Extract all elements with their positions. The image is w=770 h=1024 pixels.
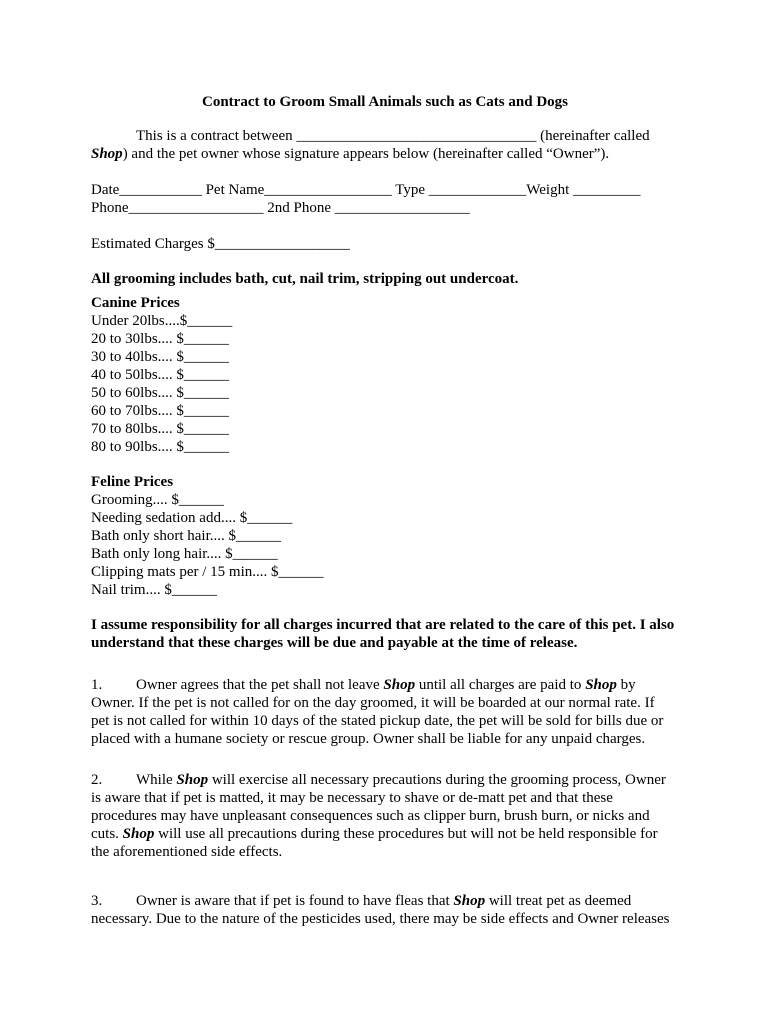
clause-1-line-1 [91,676,636,694]
field-row-date-pet-type-weight: Date___________ Pet Name_________________ Type _____________Weight _________ [91,182,641,198]
clause-3-line-1 [91,892,631,910]
canine-price-item: 20 to 30lbs.... $______ [91,331,229,347]
clause-text: by [616,677,636,693]
feline-price-item: Nail trim.... $______ [91,582,217,598]
feline-price-item: Needing sedation add.... $______ [91,510,293,526]
clause-number: 3. [91,893,103,909]
feline-price-item: Bath only long hair.... $______ [91,546,278,562]
feline-prices-heading: Feline Prices [91,474,174,490]
intro-line-2 [91,145,609,163]
field-row-phones: Phone__________________ 2nd Phone __________________ [91,200,470,216]
shop-term: Shop [453,893,486,909]
field-estimated-charges: Estimated Charges $__________________ [91,236,350,252]
clause-text: until all charges are paid to [415,677,586,693]
clause-2-line-3: procedures may have unpleasant consequences such as clipper burn, brush burn, or nicks and [91,808,650,824]
clause-2-line-5: the aforementioned side effects. [91,844,283,860]
clause-text: will treat pet as deemed [485,893,632,909]
canine-price-item: 50 to 60lbs.... $______ [91,385,229,401]
intro-text: This is a contract between ________________________________ (hereinafter called [136,128,650,144]
clause-text: While [136,772,177,788]
shop-term: Shop [585,677,617,693]
canine-prices-heading: Canine Prices [91,295,180,311]
shop-term: Shop [176,772,209,788]
clause-2-line-4 [91,825,658,843]
shop-term: Shop [91,146,123,162]
clause-number: 1. [91,677,103,693]
clause-text: Owner is aware that if pet is found to have fleas that [136,893,454,909]
intro-text-cont: ) and the pet owner whose signature appears below (hereinafter called “Owner”). [122,146,610,162]
clause-text: Owner agrees that the pet shall not leave [136,677,384,693]
clause-1-line-4: placed with a humane society or rescue group. Owner shall be liable for any unpaid charges. [91,731,646,747]
clause-2-line-1 [91,771,666,789]
shop-term: Shop [383,677,416,693]
clause-text: cuts. [91,826,123,842]
canine-price-item: 70 to 80lbs.... $______ [91,421,229,437]
clause-1-line-3: pet is not called for within 10 days of the stated pickup date, the pet will be sold for bills due or [91,713,664,729]
feline-price-item: Bath only short hair.... $______ [91,528,281,544]
canine-price-item: 40 to 50lbs.... $______ [91,367,229,383]
clause-3-line-2: necessary. Due to the nature of the pesticides used, there may be side effects and Owner releases [91,911,670,927]
intro-line-1 [91,127,650,145]
clause-2-line-2: is aware that if pet is matted, it may be necessary to shave or de-matt pet and that these [91,790,613,806]
shop-term: Shop [122,826,155,842]
clause-number: 2. [91,772,103,788]
canine-price-item: 60 to 70lbs.... $______ [91,403,229,419]
clause-text: will use all precautions during these procedures but will not be held responsible for [154,826,658,842]
feline-price-item: Clipping mats per / 15 min.... $______ [91,564,324,580]
canine-price-item: 80 to 90lbs.... $______ [91,439,229,455]
includes-statement: All grooming includes bath, cut, nail trim, stripping out undercoat. [91,271,519,287]
responsibility-line-2: understand that these charges will be due and payable at the time of release. [91,635,578,651]
clause-text: will exercise all necessary precautions during the grooming process, Owner [208,772,666,788]
document-title: Contract to Groom Small Animals such as Cats and Dogs [202,94,568,110]
responsibility-line-1: I assume responsibility for all charges incurred that are related to the care of this pet. I also [91,617,675,633]
canine-price-item: Under 20lbs....$______ [91,313,233,329]
clause-1-line-2: Owner. If the pet is not called for on the day groomed, it will be boarded at our normal rate. If [91,695,655,711]
feline-price-item: Grooming.... $______ [91,492,224,508]
canine-price-item: 30 to 40lbs.... $______ [91,349,229,365]
